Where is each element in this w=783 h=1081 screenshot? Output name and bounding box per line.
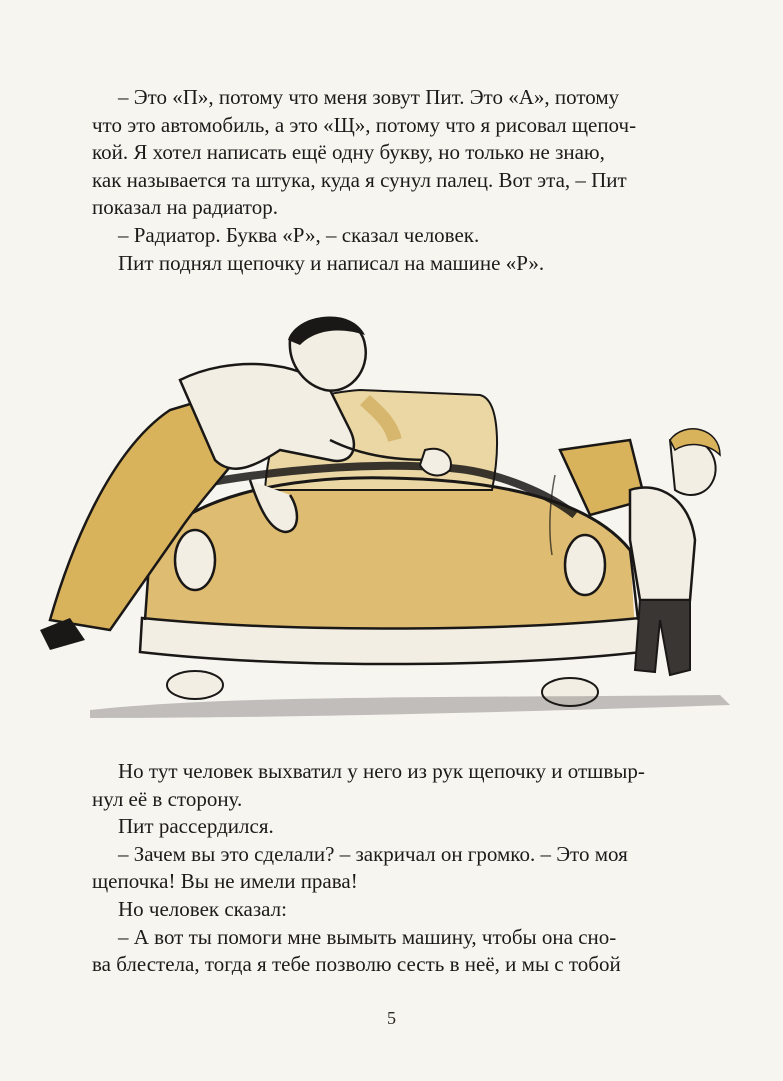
paragraph-1-line-2: что это автомобиль, а это «Щ», потому что я рисовал щепоч- — [92, 112, 637, 137]
paragraph-8-line-1: – А вот ты помоги мне вымыть машину, чтобы она сно- — [118, 924, 617, 949]
paragraph-7: Но человек сказал: — [118, 896, 287, 921]
paragraph-6-line-1: – Зачем вы это сделали? – закричал он громко. – Это моя — [118, 841, 628, 866]
paragraph-4-line-2: нул её в сторону. — [92, 786, 243, 811]
paragraph-1-line-1: – Это «П», потому что меня зовут Пит. Это «А», потому — [118, 85, 620, 109]
top-text-block — [92, 84, 698, 277]
paragraph-3: Пит поднял щепочку и написал на машине «Р». — [118, 250, 545, 275]
paragraph-2: – Радиатор. Буква «Р», – сказал человек. — [118, 222, 480, 247]
page-number: 5 — [387, 1008, 396, 1028]
paragraph-1-line-4: как называется та штука, куда я сунул палец. Вот эта, – Пит — [92, 167, 627, 192]
bottom-text-block — [92, 758, 698, 979]
paragraph-1-line-3: кой. Я хотел написать ещё одну букву, но только не знаю, — [92, 140, 605, 165]
paragraph-5: Пит рассердился. — [118, 814, 274, 839]
paragraph-1-line-5: показал на радиатор. — [92, 195, 278, 220]
car-washing-illustration — [30, 300, 750, 720]
paragraph-6-line-2: щепочка! Вы не имели права! — [92, 869, 358, 894]
paragraph-8-line-2: ва блестела, тогда я тебе позволю сесть в неё, и мы с тобой — [92, 952, 621, 977]
paragraph-4-line-1: Но тут человек выхватил у него из рук щепочку и отшвыр- — [118, 759, 645, 783]
